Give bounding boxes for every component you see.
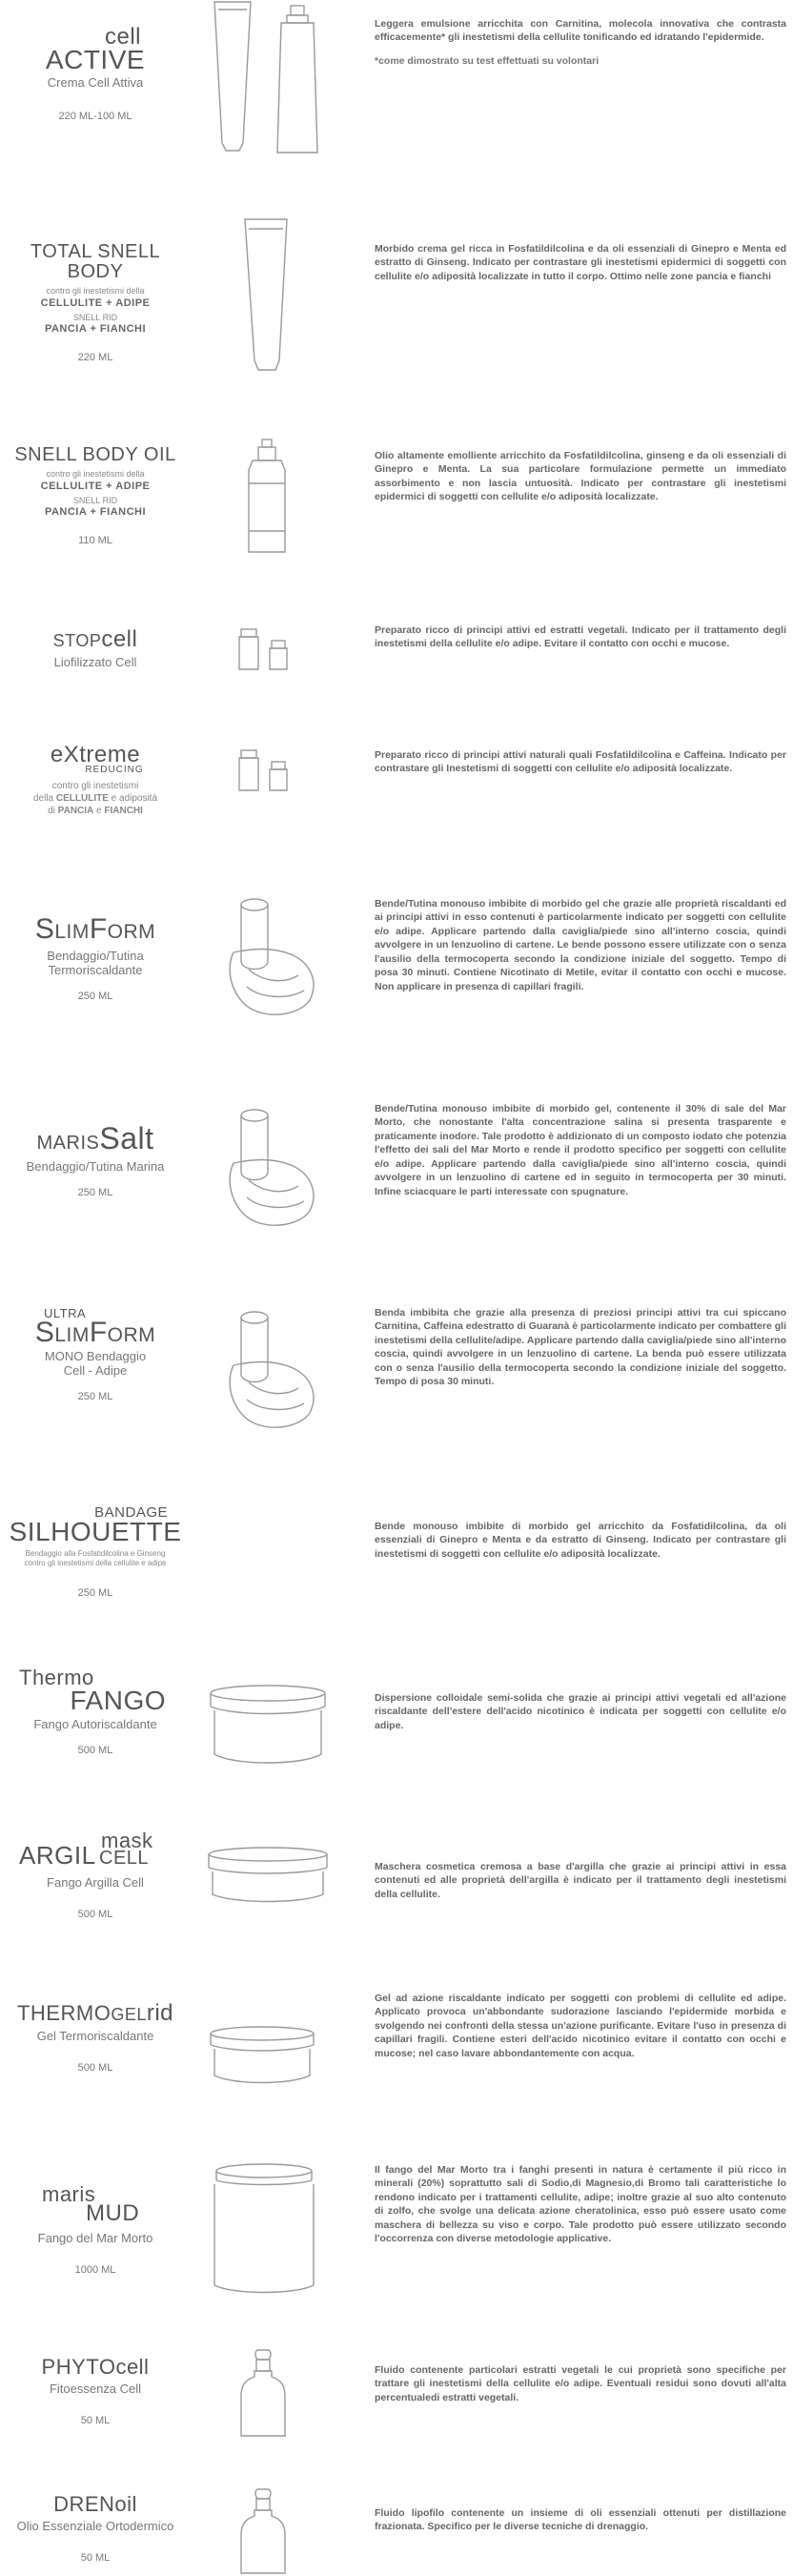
product-logo [0, 2001, 191, 2074]
product-description: Morbido crema gel ricca in Fosfatildilcolina e da oli essenziali di Ginepro e Menta ed estratto di Ginseng. Indicato per contrastare gli inestetismi epidermici di soggetti con cellulite e/o adiposità localizzate in tutto il corpo. Ottimo nelle zone pancia e fianchi [375, 243, 786, 282]
brand-name [0, 2493, 191, 2515]
product-size: 250 ML [77, 1390, 113, 1402]
tube-icon [195, 217, 367, 379]
product-subtitle: Bendaggio/Tutina Marina [26, 1158, 165, 1174]
dropper-bottle-icon [195, 2487, 367, 2576]
product-logo [0, 24, 191, 122]
brand-name-main: FANGO [70, 1685, 166, 1715]
brand-name-part: cell [101, 626, 138, 652]
product-size: 250 ML [77, 990, 113, 1002]
product-logo [0, 1668, 191, 1756]
product-description [375, 17, 786, 68]
jar-icon [195, 2026, 367, 2093]
bandage-roll-icon [195, 1106, 367, 1239]
product-logo [0, 1830, 191, 1920]
brand-name: TOTAL SNELL BODY [30, 241, 161, 282]
product-description: Fluido lipofilo contenente un insieme di oli essenziali ottenuti per distillazione frazionata. Specifico per le diverse tecniche di drenaggio. [375, 2507, 786, 2533]
product-subtitle: Olio Essenziale Ortodermico [16, 2519, 174, 2534]
product-subtitle: Bendaggio/Tutina Termoriscaldante [47, 948, 144, 977]
oil-bottle-icon [195, 438, 367, 562]
product-description: Bende/Tutina monouso imbibite di morbido gel, contenente il 30% di sale del Mar Morto, che nonostante l'alta concentrazione salina si presenta trasparente e praticamente inodore. Tale prodotto è addizionato di un composto iodato che potenzia l'effetto dei sali del Mar Morto e rende il prodotto specifico per soggetti con cellulite e/o adipe. Applicare partendo dalla caviglia/piede sino all'interno coscia, quindi avvolgere in un lenzuolino di cartene ed in seguito in termocoperta per 30 minuti. Infine sciacquare le parti interessate con spugnature. [375, 1103, 786, 1197]
product-size: 220 ML [77, 352, 113, 364]
brand-name-top: mask [101, 1829, 153, 1852]
brand-name [0, 1306, 191, 1348]
brand-name-part: THERMO [16, 2001, 112, 2025]
product-logo [0, 1308, 191, 1402]
brand-name-main: eXtreme [50, 742, 141, 767]
brand-name-part: DREN [53, 2492, 115, 2516]
logo-bold-text: PANCIA + FIANCHI [44, 506, 147, 519]
logo-line-part: e adiposità [108, 792, 158, 804]
logo-small-text: contro gli inestetismi della [46, 469, 145, 479]
logo-small-text: SNELL RID [72, 495, 118, 505]
logo-line-bold: PANCIA [57, 805, 94, 816]
logo-line-bold: CELLULITE [55, 792, 109, 804]
logo-line-part: e [93, 805, 105, 816]
product-description: Maschera cosmetica cremosa a base d'argilla che grazie ai principi attivi in essa contenuti ed alle proprietà dell'argilla è indicato per il trattamento degli inestetismi della cellulite. [375, 1861, 786, 1900]
logo-line [0, 792, 191, 805]
description-note: *come dimostrato su test effettuati su volontari [375, 54, 600, 67]
product-description: Bende monouso imbibite di morbido gel arricchito da Fosfatidilcolina, da oli essenziali di Ginepro e Menta e da estratto di Ginseng. Indicato per contrastare gli inestetismi di soggetti con cellulite e/o adiposità localizzate. [375, 1521, 786, 1560]
product-description: Preparato ricco di principi attivi naturali quali Fosfatildilcolina e Caffeina. Indicato per contrastare gli Inestetismi di soggetti con cellulite e/o adiposità localizzate. [375, 749, 786, 775]
brand-name [0, 627, 191, 651]
product-size: 500 ML [77, 1909, 113, 1920]
logo-line-bold: FIANCHI [104, 805, 143, 816]
product-description: Gel ad azione riscaldante indicato per soggetti con problemi di cellulite ed adipe. Applicato provoca un'abbondante sudorazione lasciando l'epidermide morbida e svolgendo nei confronti della stessa un'azione purificante. Evitare l'uso in presenza di capillari fragili. Contiene esteri dell'acido nicotinico evitare il contatto con occhi e mucose; nel caso lavare abbondantemente con acqua. [375, 1993, 786, 2059]
product-size: 220 ML-100 ML [58, 110, 132, 122]
product-logo [0, 2493, 191, 2564]
brand-name-sub: REDUCING [85, 764, 144, 775]
product-description: Preparato ricco di principi attivi ed estratti vegetali. Indicato per il trattamento degli inestetismi della cellulite e/o adipe. Evitare il contatto con occhi e mucose. [375, 624, 786, 650]
product-logo [0, 2356, 191, 2426]
brand-name-part: oil [114, 2492, 137, 2516]
product-size: 1000 ML [74, 2264, 116, 2277]
logo-bold-text: PANCIA + FIANCHI [44, 323, 147, 336]
logo-small-text: contro gli inestetismi della [46, 286, 145, 296]
brand-name [0, 742, 191, 775]
product-description: Olio altamente emolliente arricchito da Fosfatildilcolina, ginseng e da oli essenziali di Ginepro e Menta. La sua particolare formulazione permette un immediato assorbimento e non lascia untuosità. Indicato per contrastare gli inestetismi epidermici di soggetti con cellulite e/o adiposità localizzate. [375, 450, 786, 503]
product-description: Il fango del Mar Morto tra i fanghi presenti in natura è certamente il più ricco in minerali (20%) soprattutto sali di Sodio,di Magnesio,di Bromo tali caratteristiche lo rendono indicato per i trattamenti cellulite, adipe; inoltre grazie al suo alto contenuto di zolfo, che svolge una delicata azione cheratolinica, esso può essere usato come maschera di bellezza su viso e corpo. Tale prodotto può essere utilizzato secondo l'occorrenza con diverse metodologie applicative. [375, 2164, 786, 2245]
product-subtitle: Liofilizzato Cell [53, 655, 137, 670]
logo-line [0, 805, 191, 817]
brand-name-part: ARGIL [19, 1841, 96, 1870]
brand-name [0, 1506, 191, 1544]
brand-name [0, 2182, 191, 2226]
brand-name: SlimForm [34, 913, 156, 945]
jar-icon [195, 1684, 367, 1769]
product-size: 500 ML [77, 2062, 113, 2075]
brand-name-part: GEL [111, 2005, 147, 2024]
jar-icon [195, 1847, 367, 1913]
brand-name-part: Salt [99, 1121, 154, 1155]
bandage-roll-icon [195, 895, 367, 1029]
brand-name [0, 1830, 191, 1868]
logo-bold-text: CELLULITE + ADIPE [40, 480, 151, 492]
product-logo [0, 742, 191, 817]
brand-name [0, 1123, 191, 1155]
brand-name-part: PHYTO [41, 2355, 116, 2379]
logo-line-part: di [48, 805, 58, 816]
product-subtitle: Fango Argilla Cell [47, 1875, 144, 1890]
product-description: Fluido contenente particolari estratti vegetali le cui proprietà sono specifiche per trattare gli inestetismi della cellulite e/o adipe. Eventuali residui sono dovuti all'alta percentualedi estratti vegetali. [375, 2364, 786, 2403]
brand-name-part: rid [146, 2000, 174, 2026]
product-size: 110 ML [78, 535, 112, 547]
bandage-roll-icon [195, 1308, 367, 1441]
product-description: Bende/Tutina monouso imbibite di morbido gel che grazie alle proprietà riscaldanti ed ai principi attivi in esso contenuti è particolarmente indicato per soggetti con cellulite e/o adipe. Applicare partendo dalla caviglia/piede sino all'interno coscia, quindi avvolgere in un lenzuolino di cartene. Le bende possono essere utilizzate con o senza l'ausilio della termocoperta secondo la condizione iniziale del soggetto. Tempo di posa 30 minuti. Contiene Nicotinato di Metile, evitar il contatto con occhi e mucose. Non applicare in presenza di capillari fragili. [375, 898, 786, 992]
product-size: 250 ML [77, 1186, 113, 1198]
product-subtitle: MONO Bendaggio Cell - Adipe [44, 1348, 147, 1378]
product-logo [0, 1506, 191, 1599]
description-text: Leggera emulsione arricchita con Carnitina, molecola innovativa che contrasta efficacemente* gli inestetismi della cellulite tonificando ed idratando l'epidermide. [375, 18, 786, 44]
product-subtitle: Gel Termoriscaldante [36, 2029, 154, 2044]
product-description: Dispersione colloidale semi-solida che grazie ai principi attivi vegetali ed all'azione riscaldante dell'estere dell'acido nicotinico è indicata per soggetti con cellulite e/o adipe. [375, 1692, 786, 1731]
tub-icon [195, 2163, 367, 2297]
product-subtitle: Fango del Mar Morto [37, 2231, 153, 2246]
logo-small-text: contro gli inestetismi della cellulite e adipe [24, 1559, 167, 1568]
product-logo [0, 242, 191, 363]
brand-name-part: maris [42, 2182, 96, 2206]
vials-icon [195, 627, 367, 685]
vials-icon [195, 748, 367, 806]
product-subtitle: Crema Cell Attiva [47, 74, 144, 90]
product-size: 50 ML [80, 2415, 111, 2427]
brand-name-top: BANDAGE [94, 1504, 168, 1521]
logo-bold-text: CELLULITE + ADIPE [40, 296, 151, 309]
brand-name-main: SlimForm [34, 1316, 156, 1348]
logo-small-text: contro gli inestetismi [51, 780, 139, 791]
brand-name-part: STOP [52, 631, 102, 650]
logo-line-part: della [32, 792, 56, 804]
product-subtitle: Fitoessenza Cell [49, 2382, 142, 2397]
brand-name: SNELL BODY OIL [14, 444, 176, 465]
product-size: 50 ML [80, 2552, 111, 2565]
logo-small-text: Bendaggio alla Fosfatidilcolina e Ginseng [25, 1548, 166, 1558]
tube-and-bottle-icon [195, 0, 367, 162]
brand-name-part: cell [115, 2355, 150, 2379]
product-logo [0, 627, 191, 669]
brand-name-main: SILHOUETTE [9, 1516, 182, 1546]
product-description: Benda imbibita che grazie alla presenza di preziosi principi attivi tra cui spiccano Carnitina, Caffeina edestratto di Guaranà è particolarmente indicato per combattere gli inestetismi della cellulite/adipe. Applicare partendo dalla caviglia/piede sino all'interno coscia, quindi avvolgere in un lenzuolino di cartene. La benda può essere utilizzata con o senza l'ausilio della termocoperta secondo la condizione iniziale del soggetto. Tempo di posa 30 minuti. [375, 1307, 786, 1388]
brand-name-top: Thermo [19, 1666, 94, 1689]
product-size: 250 ML [77, 1587, 113, 1600]
product-subtitle: Fango Autoriscaldante [33, 1717, 157, 1732]
brand-name-top: cell [104, 24, 141, 50]
logo-small-text: SNELL RID [72, 312, 118, 322]
brand-name-part: MARIS [36, 1133, 100, 1154]
dropper-bottle-icon [195, 2348, 367, 2443]
brand-name [0, 24, 191, 74]
brand-name-part: MUD [86, 2199, 140, 2226]
product-size: 500 ML [77, 1745, 113, 1757]
product-logo [0, 1123, 191, 1198]
product-logo [0, 914, 191, 1002]
brand-name-top: ULTRA [44, 1306, 87, 1320]
brand-name [0, 2001, 191, 2025]
brand-name-main: ACTIVE [45, 44, 146, 74]
product-logo [0, 445, 191, 546]
brand-name-part: CELL [99, 1848, 150, 1869]
brand-name [0, 1668, 191, 1713]
product-logo [0, 2182, 191, 2277]
brand-name [0, 2356, 191, 2378]
